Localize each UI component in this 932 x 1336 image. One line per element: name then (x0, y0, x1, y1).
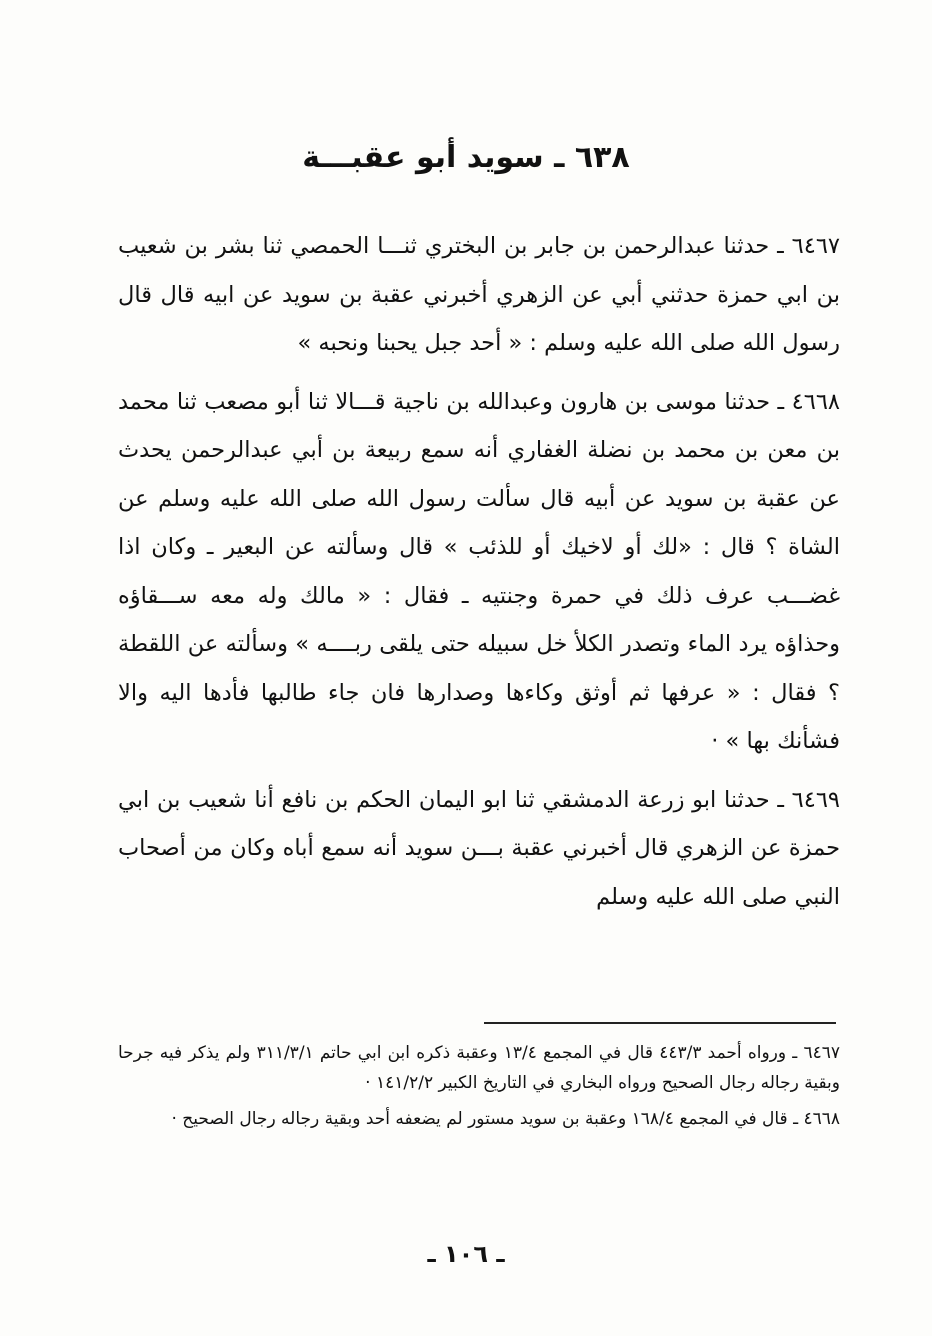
page-number: ـ ١٠٦ ـ (427, 1240, 505, 1268)
hadith-4668: ٤٦٦٨ ـ حدثنا موسى بن هارون وعبدالله بن ناجية قـــالا ثنا أبو مصعب ثنا محمد بن معن بن محمد بن نضلة الغفاري أنه سمع ربيعة بن أبي عبدالرحمن يحدث عن عقبة بن سويد عن أبيه قال سألت رسول الله صلى الله عليه وسلم عن الشاة ؟ قال : «لك أو لاخيك أو للذئب » قال وسألته عن البعير ـ وكان اذا غضـــب عرف ذلك في حمرة وجنتيه ـ فقال : « مالك وله معه ســـقاؤه وحذاؤه يرد الماء وتصدر الكلأ خل سبيله حتى يلقى ربــــه » وسألته عن اللقطة ؟ فقال : « عرفها ثم أوثق وكاءها وصدارها فان جاء طالبها فأدها اليه والا فشأنك بها » · (118, 388, 840, 754)
hadith-6469: ٦٤٦٩ ـ حدثنا ابو زرعة الدمشقي ثنا ابو اليمان الحكم بن نافع أنا شعيب بن ابي حمزة عن الزهري قال أخبرني عقبة بـــن سويد أنه سمع أباه وكان من أصحاب النبي صلى الله عليه وسلم (118, 786, 840, 910)
hadith-6467: ٦٤٦٧ ـ حدثنا عبدالرحمن بن جابر بن البختري ثنـــا الحمصي ثنا بشر بن شعيب بن ابي حمزة حدثني أبي عن الزهري أخبرني عقبة بن سويد عن ابيه قال قال رسول الله صلى الله عليه وسلم : « أحد جبل يحبنا ونحبه » (118, 233, 840, 356)
chapter-heading: ٦٣٨ ـ سويد أبو عقبـــة (302, 140, 630, 175)
footnote-4668: ٤٦٦٨ ـ قال في المجمع ١٦٨/٤ وعقبة بن سويد مستور لم يضعفه أحد وبقية رجاله رجال الصحيح · (171, 1109, 840, 1129)
footnote-divider (484, 1022, 836, 1024)
footnote-6467: ٦٤٦٧ ـ ورواه أحمد ٤٤٣/٣ قال في المجمع ١٣/٤ وعقبة ذكره ابن ابي حاتم ٣١١/٣/١ ولم يذكر فيه جرحا وبقية رجاله رجال الصحيح ورواه البخاري في التاريخ الكبير ١٤١/٢/٢ · (118, 1043, 841, 1093)
footnotes (118, 1038, 840, 1140)
hadith-body (118, 222, 840, 931)
